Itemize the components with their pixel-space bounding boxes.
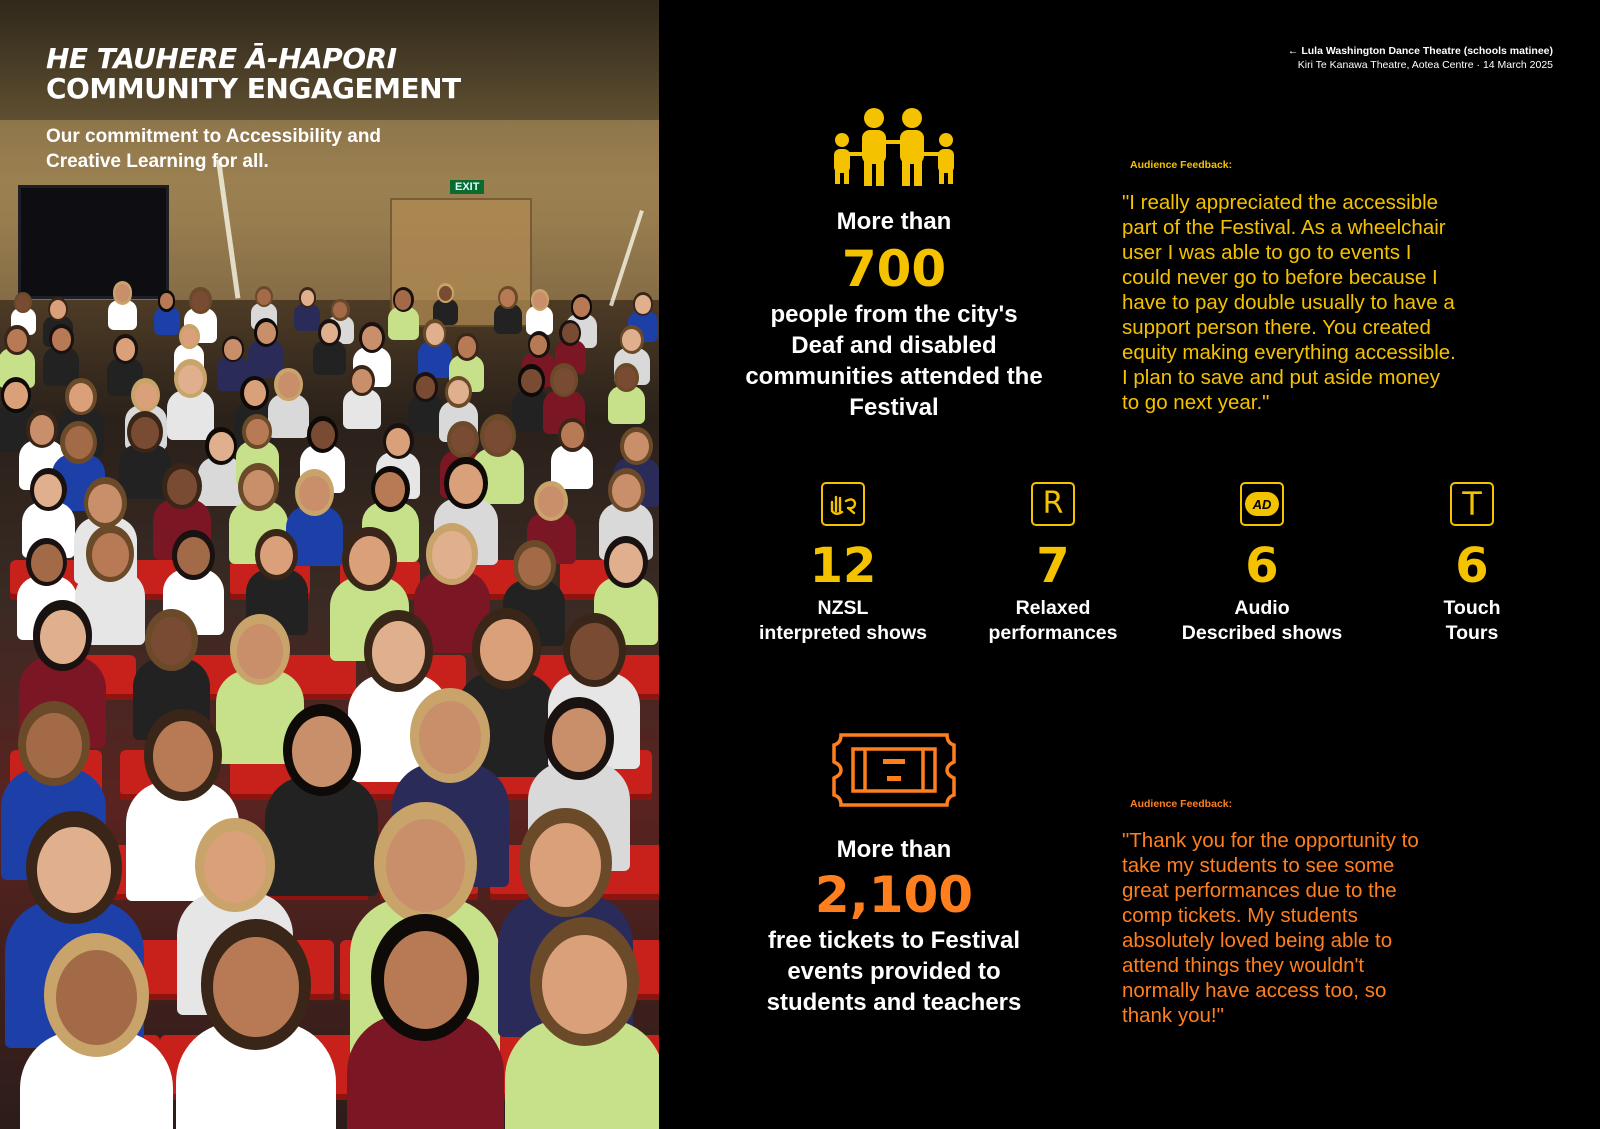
sign-language-icon [821,482,865,526]
audience-member-face [553,368,575,394]
feedback-quote-text: "I really appreciated the accessible part of the Festival. As a wheelchair user I was able to go to events I could never go to before because I have to pay double usually to have a support person there. You created equity making everything accessible. I plan to save and put aside money to go next year." [1122,191,1456,414]
audience-member-face [299,476,329,512]
audience-member-face [449,464,483,504]
audience-member-face [69,383,94,412]
audio-description-icon-text: AD [1252,496,1272,512]
tickets-lead: More than [836,836,952,863]
photo-caption [1288,44,1553,72]
audience-member-face [40,610,86,664]
audience-member-face [617,367,636,390]
stat-label-line1: Relaxed [1015,597,1091,619]
audience-member-face [52,328,71,351]
relaxed-r-letter: R [1042,486,1064,521]
stat-label [743,596,943,646]
audience-member-face [533,292,547,309]
audience-member-face [311,421,335,449]
audience-member-face [92,533,129,577]
exit-sign: EXIT [450,180,484,194]
attendance-number: 700 [841,240,947,298]
audience-member-face [484,420,512,453]
audience-member-face [224,339,241,359]
audience-member-face [386,819,466,913]
audience-member-face [116,338,135,361]
touch-t-letter: T [1462,485,1482,523]
audience-member-face [278,372,300,398]
page-subtitle: Our commitment to Accessibility and Creative Learning for all. [46,126,382,172]
audience-member-face [209,432,234,461]
audience-member-face [88,484,121,523]
stat-label-line2: Described shows [1181,622,1343,644]
audience-photo [0,0,659,1129]
stat-label-line1: NZSL [817,597,869,619]
audience-member-face [352,369,372,393]
audience-member-face [635,295,651,313]
feedback-label: Audience Feedback: [1130,159,1233,171]
audience-member-face [292,716,352,787]
stat-label-line1: Audio [1234,597,1290,619]
audience-member-face [480,619,533,681]
audience-member-face [177,537,210,575]
audience-member-face [426,323,444,344]
audience-member-face [570,623,619,680]
stat-relaxed [953,482,1153,646]
stat-nzsl [743,482,943,646]
audience-member-face [246,419,269,446]
audience-member-face [135,383,157,409]
tickets-stat [744,732,1044,1018]
audience-member-face [609,543,643,583]
tickets-description: free tickets to Festival events provided to students and teachers [766,927,1022,1016]
audience-member-face [31,544,63,582]
audience-member-face [34,474,62,507]
feedback-quote [1122,828,1432,1028]
audience-member-face [432,531,473,579]
touch-tour-t-icon [1450,482,1494,526]
audience-member-face [181,328,197,347]
audience-member-face [552,708,606,772]
stat-label-line1: Touch [1443,597,1501,619]
audience-member-face [26,713,82,779]
feedback-label: Audience Feedback: [1130,798,1233,810]
audience-member-face [542,935,626,1034]
audience-member-face [416,376,435,398]
stat-touch-tours [1372,482,1572,646]
audience-member-face [244,380,266,406]
audience-member-face [30,415,55,444]
audience-member-face [204,831,265,903]
audience-member-face [65,426,93,459]
title-maori: HE TAUHERE Ā-HAPORI [46,42,397,75]
audience-member-face [530,823,602,907]
monitor-screen [18,185,169,299]
audience-member-face [50,300,66,318]
audience-member-face [518,547,551,586]
audience-member-face [178,365,203,395]
audience-member-face [622,329,641,351]
audience-member-face [131,417,158,449]
stat-number: 6 [1455,538,1489,594]
audience-member-face [4,382,27,409]
stat-number: 12 [809,538,877,594]
stat-label-line2: performances [988,622,1118,644]
audience-member-face [56,950,137,1046]
audience-member-face [37,827,111,914]
audience-member-face [257,322,276,344]
stat-label-line2: interpreted shows [759,622,927,644]
relaxed-r-icon [1031,482,1075,526]
caption-event: ← Lula Washington Dance Theatre (schools matinee) [1287,45,1553,57]
audience-member-face [458,336,476,358]
stat-label [1162,596,1362,646]
audience-member-face [7,329,27,352]
attendance-description: people from the city's Deaf and disabled communities attended the Festival [745,301,1043,421]
ticket-icon [831,732,957,808]
audience-member-face [384,931,468,1029]
audience-member-face [153,721,213,792]
caption-venue-date: Kiri Te Kanawa Theatre, Aotea Centre · 14 March 2025 [1297,59,1553,71]
attendance-stat [744,108,1044,423]
attendance-lead: More than [836,208,952,235]
audience-member-face [561,422,583,448]
audience-member-face [612,474,641,508]
audience-member-face [538,486,564,517]
family-icon [824,108,964,188]
audience-member-face [243,470,274,507]
page-title [46,44,461,104]
stat-number: 6 [1245,538,1279,594]
audience-member-face [349,536,391,585]
audience-member-face [192,291,209,311]
stat-label [953,596,1153,646]
audience-member-face [237,624,284,679]
audience-member-face [151,617,192,665]
audience-member-face [395,290,411,309]
feedback-quote [1122,190,1457,415]
audience-member-face [16,295,30,311]
audience-member-face [386,428,410,456]
stat-label [1372,596,1572,646]
stat-label-line2: Tours [1445,622,1499,644]
audience-member-face [372,621,426,684]
title-english: COMMUNITY ENGAGEMENT [46,72,461,105]
audience-member-face [167,469,197,505]
audio-description-icon [1240,482,1284,526]
audience-member-face [260,536,293,575]
audience-member-face [419,701,481,774]
stat-number: 7 [1036,538,1070,594]
tickets-number: 2,100 [814,866,974,924]
feedback-quote-text: "Thank you for the opportunity to take my students to see some great performances due to the comp tickets. My students absolutely loved being able to attend things they wouldn't normally have access too, so thank you!" [1122,829,1419,1027]
stat-audio-described [1162,482,1362,646]
audience-member-face [213,937,298,1038]
